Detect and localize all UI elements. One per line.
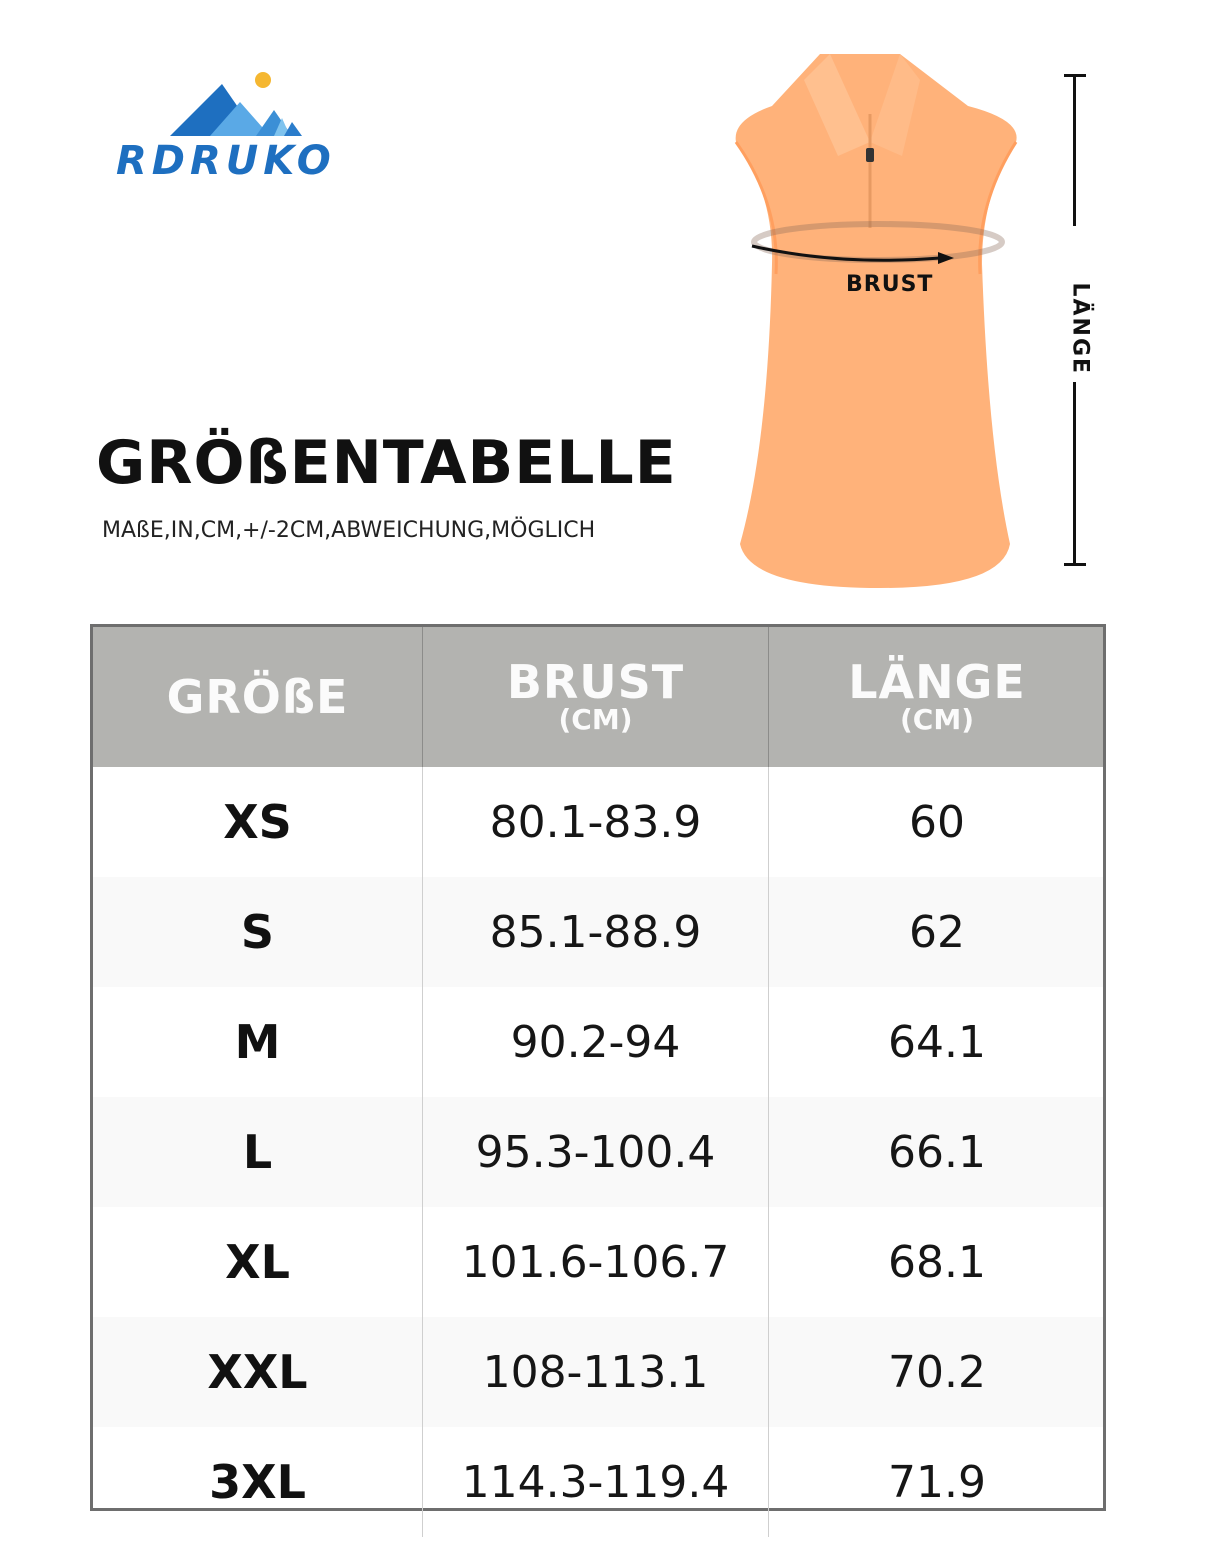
size-cell: M (93, 987, 423, 1097)
table-row (93, 877, 1103, 987)
laenge-bottom-cap (1064, 563, 1086, 566)
table-header-row (93, 627, 1103, 767)
sleeveless-polo-illustration (720, 44, 1020, 592)
brand-name: RDRUKO (116, 138, 336, 184)
brust-cell: 101.6-106.7 (423, 1207, 769, 1317)
laenge-cell: 62 (909, 906, 965, 958)
laenge-measure-label: LÄNGE (1067, 282, 1093, 376)
brand-logo (112, 66, 372, 186)
size-table (90, 624, 1106, 1511)
table-row (93, 1207, 1103, 1317)
laenge-cell: 68.1 (888, 1236, 986, 1288)
mountain-logo-icon (170, 66, 310, 138)
brust-cell: 108-113.1 (423, 1317, 769, 1427)
page-title: GRÖßENTABELLE (96, 428, 677, 498)
table-row (93, 1097, 1103, 1207)
header-brust-label: BRUST (506, 654, 685, 709)
table-row (93, 1317, 1103, 1427)
table-row (93, 1427, 1103, 1537)
size-cell: S (93, 877, 423, 987)
laenge-cell: 64.1 (888, 1016, 986, 1068)
laenge-line-top (1073, 74, 1076, 226)
size-cell: XXL (93, 1317, 423, 1427)
header-size-label: GRÖßE (166, 670, 349, 724)
measurement-note: MAßE,IN,CM,+/-2CM,ABWEICHUNG,MÖGLICH (102, 518, 596, 543)
size-cell: XS (93, 767, 423, 877)
size-cell: L (93, 1097, 423, 1207)
brust-cell: 114.3-119.4 (423, 1427, 769, 1537)
header-size (93, 627, 423, 767)
header-laenge-unit: (CM) (899, 702, 974, 736)
laenge-cell: 70.2 (888, 1346, 986, 1398)
brust-cell: 85.1-88.9 (423, 877, 769, 987)
laenge-cell: 60 (909, 796, 965, 848)
laenge-cell: 66.1 (888, 1126, 986, 1178)
header-laenge (769, 627, 1105, 767)
header-brust (423, 627, 769, 767)
size-cell: XL (93, 1207, 423, 1317)
table-row (93, 767, 1103, 877)
size-cell: 3XL (93, 1427, 423, 1537)
brust-cell: 80.1-83.9 (423, 767, 769, 877)
table-row (93, 987, 1103, 1097)
header-laenge-label: LÄNGE (848, 654, 1026, 709)
header-brust-unit: (CM) (558, 702, 633, 736)
brust-cell: 95.3-100.4 (423, 1097, 769, 1207)
brust-cell: 90.2-94 (423, 987, 769, 1097)
laenge-cell: 71.9 (888, 1456, 986, 1508)
brust-measure-label: BRUST (846, 272, 934, 297)
laenge-line-bottom (1073, 382, 1076, 566)
